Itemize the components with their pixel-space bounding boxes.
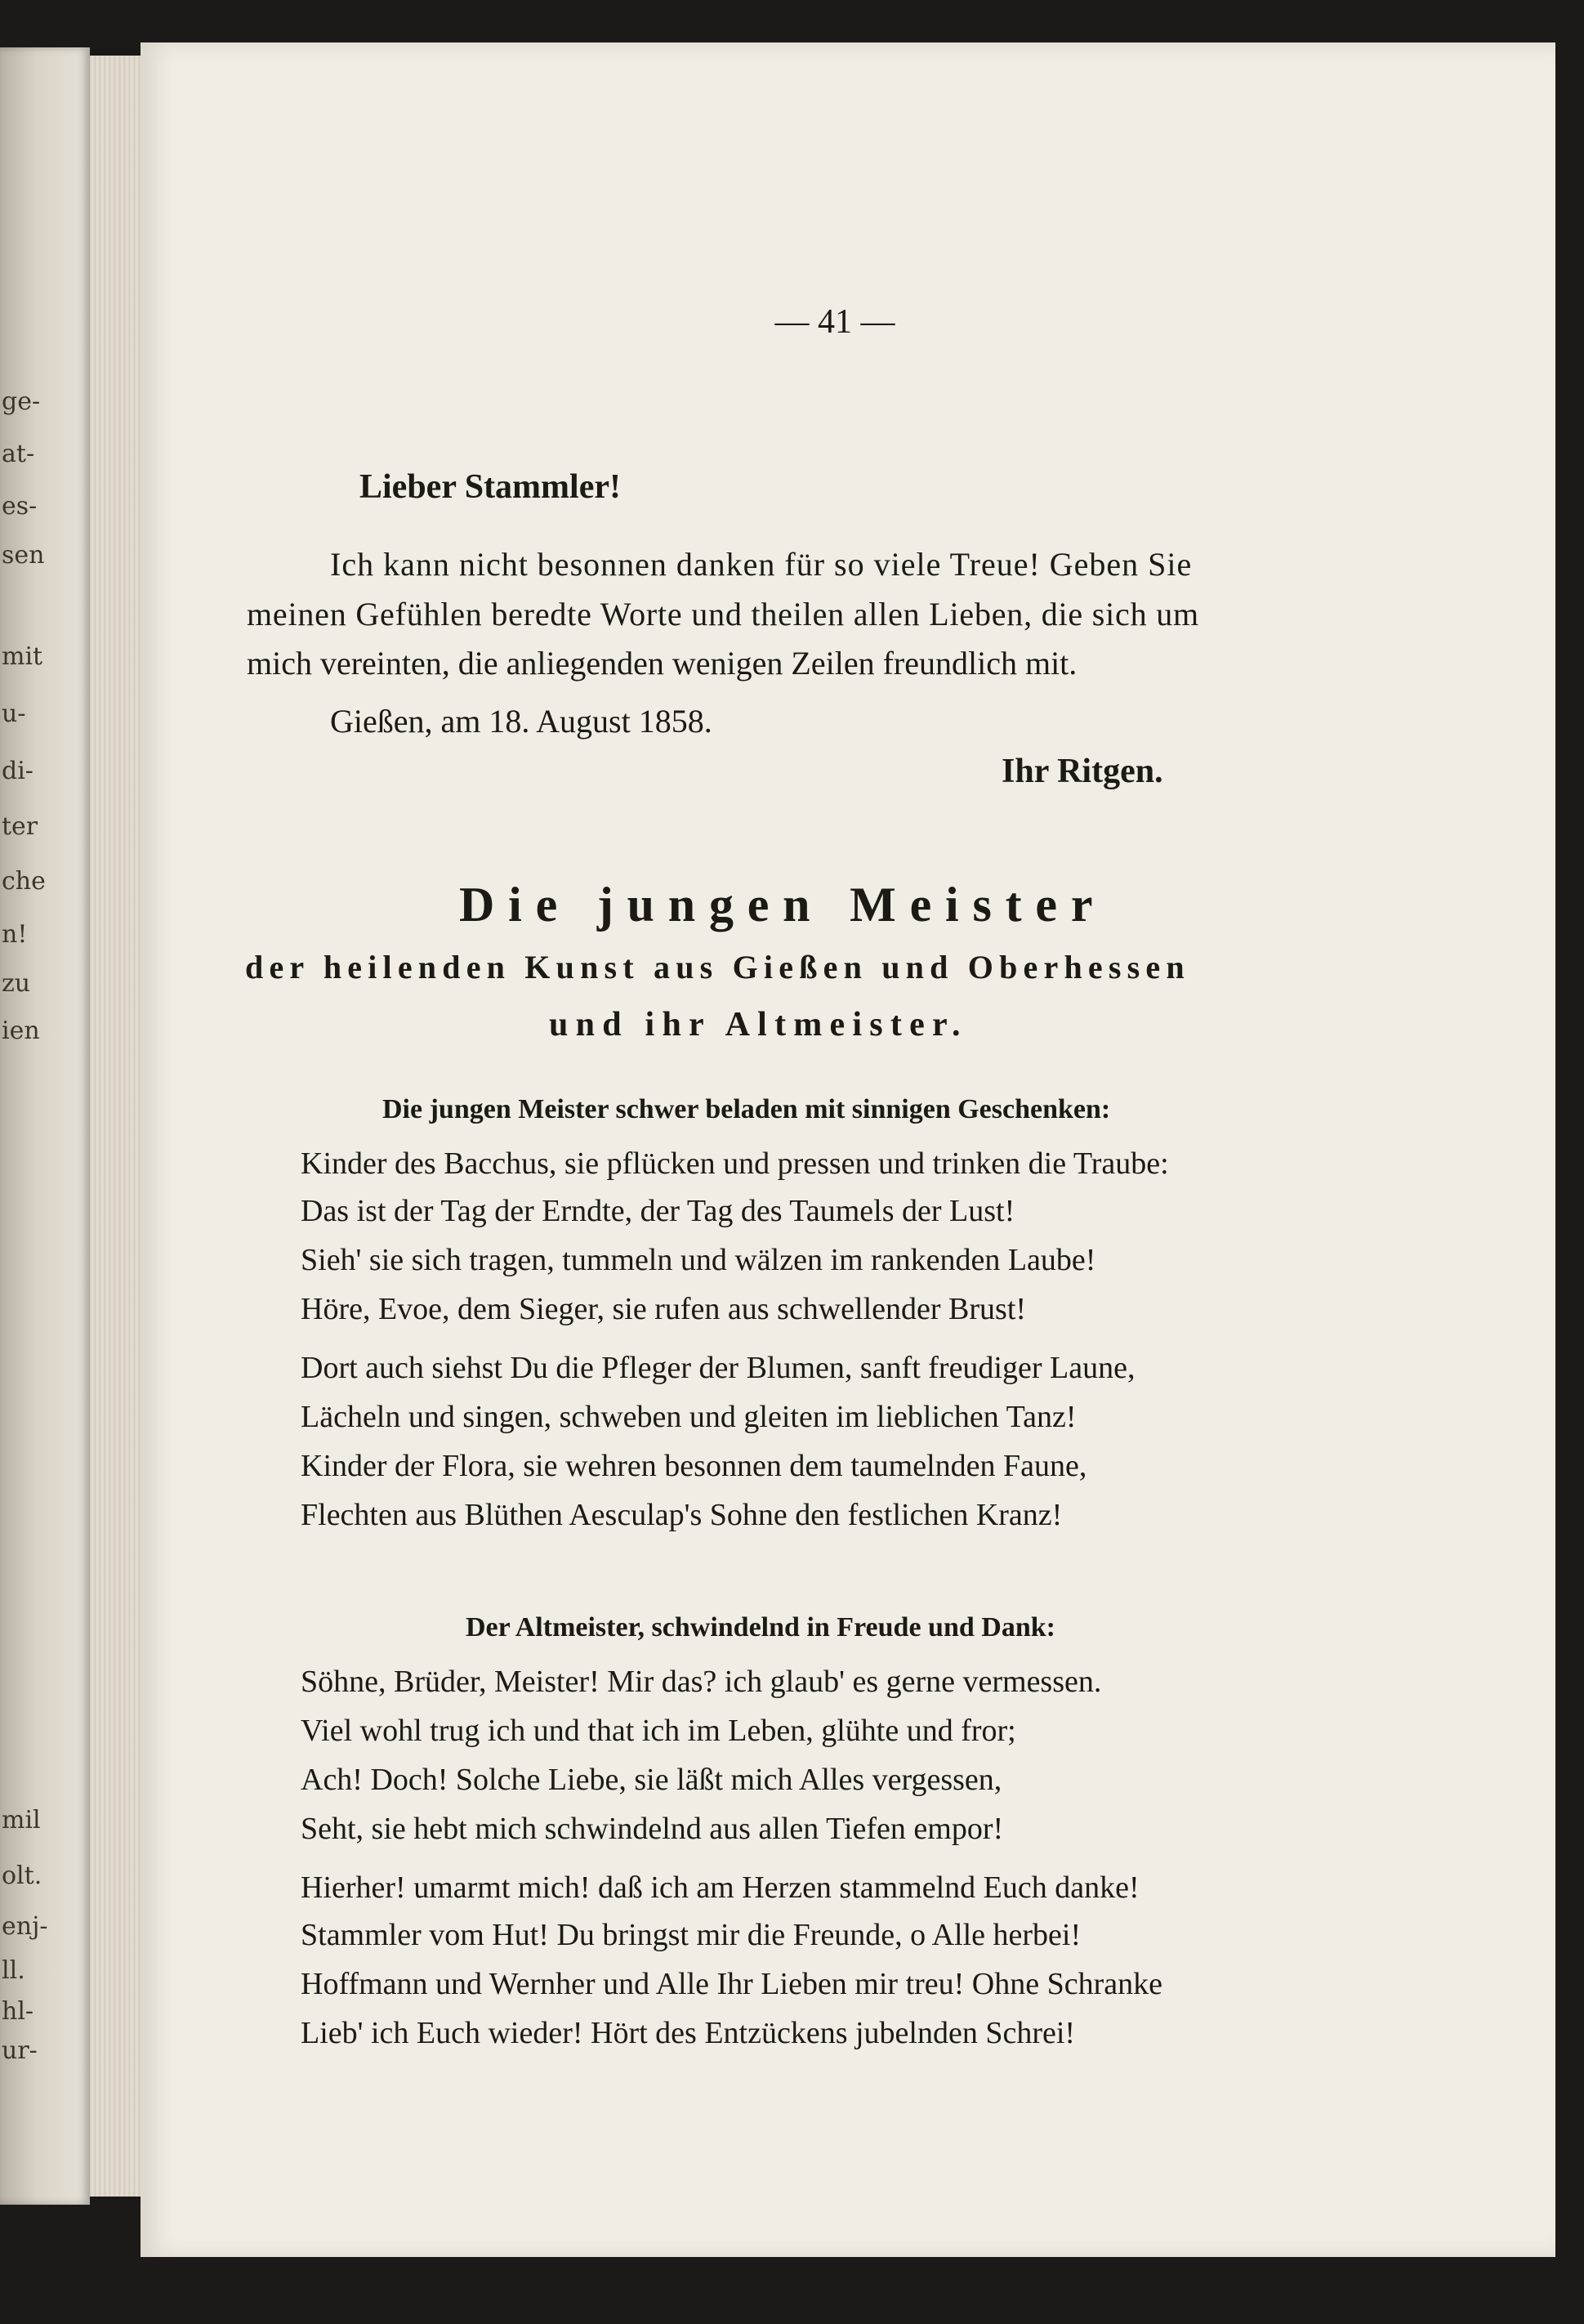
- verse-line: Flechten aus Blüthen Aesculap's Sohne den festlichen Kranz!: [301, 1498, 1063, 1532]
- signature: Ihr Ritgen.: [1002, 753, 1163, 790]
- verse-line: Kinder der Flora, sie wehren besonnen dem taumelnden Faune,: [301, 1449, 1087, 1483]
- verse-line: Sieh' sie sich tragen, tummeln und wälzen im rankenden Laube!: [301, 1243, 1096, 1277]
- page-stack-edge: [90, 56, 141, 2197]
- stanza-header: Die jungen Meister schwer beladen mit sinnigen Geschenken:: [382, 1094, 1111, 1124]
- margin-fragment: hl-: [2, 1997, 34, 2026]
- verse-line: Viel wohl trug ich und that ich im Leben, glühte und fror;: [301, 1714, 1016, 1748]
- margin-fragment: sen: [2, 541, 45, 570]
- letter-line: meinen Gefühlen beredte Worte und theilen allen Lieben, die sich um: [247, 596, 1199, 632]
- margin-fragment: ll.: [2, 1956, 25, 1985]
- margin-fragment: n!: [2, 920, 28, 949]
- verse-line: Seht, sie hebt mich schwindelnd aus allen Tiefen empor!: [301, 1812, 1004, 1846]
- page-number: — 41 —: [774, 303, 895, 341]
- place-date: Gießen, am 18. August 1858.: [330, 703, 712, 740]
- margin-fragment: ur-: [2, 2036, 38, 2065]
- verse-line: Söhne, Brüder, Meister! Mir das? ich glaub' es gerne vermessen.: [301, 1665, 1102, 1699]
- previous-page-edge: [0, 47, 90, 2205]
- verse-line: Das ist der Tag der Erndte, der Tag des Taumels der Lust!: [301, 1194, 1015, 1228]
- salutation: Lieber Stammler!: [359, 468, 621, 506]
- poem-title: Die jungen Meister: [459, 878, 1107, 932]
- margin-fragment: olt.: [2, 1861, 42, 1890]
- margin-fragment: es-: [2, 492, 38, 521]
- margin-fragment: zu: [2, 969, 31, 998]
- stanza-header: Der Altmeister, schwindelnd in Freude und Dank:: [466, 1612, 1055, 1642]
- margin-fragment: enj-: [2, 1912, 48, 1941]
- book-page: [141, 42, 1555, 2257]
- margin-fragment: at-: [2, 440, 35, 468]
- margin-fragment: ge-: [2, 387, 41, 416]
- verse-line: Höre, Evoe, dem Sieger, sie rufen aus schwellender Brust!: [301, 1292, 1027, 1326]
- verse-line: Lieb' ich Euch wieder! Hört des Entzückens jubelnden Schrei!: [301, 2016, 1076, 2050]
- margin-fragment: mit: [2, 642, 43, 671]
- verse-line: Stammler vom Hut! Du bringst mir die Freunde, o Alle herbei!: [301, 1918, 1082, 1952]
- margin-fragment: mil: [2, 1806, 41, 1835]
- verse-line: Kinder des Bacchus, sie pflücken und pressen und trinken die Traube:: [301, 1146, 1169, 1181]
- margin-fragment: ter: [2, 812, 38, 841]
- poem-subtitle: der heilenden Kunst aus Gießen und Oberhessen: [245, 949, 1190, 985]
- margin-fragment: u-: [2, 699, 26, 728]
- poem-subtitle: und ihr Altmeister.: [549, 1006, 968, 1044]
- margin-fragment: che: [2, 867, 46, 896]
- verse-line: Dort auch siehst Du die Pfleger der Blumen, sanft freudiger Laune,: [301, 1351, 1136, 1385]
- margin-fragment: di-: [2, 757, 33, 785]
- verse-line: Hoffmann und Wernher und Alle Ihr Lieben mir treu! Ohne Schranke: [301, 1967, 1163, 2001]
- letter-line: mich vereinten, die anliegenden wenigen Zeilen freundlich mit.: [247, 645, 1078, 682]
- verse-line: Ach! Doch! Solche Liebe, sie läßt mich Alles vergessen,: [301, 1763, 1002, 1797]
- margin-fragment: ien: [2, 1017, 40, 1045]
- verse-line: Hierher! umarmt mich! daß ich am Herzen stammelnd Euch danke!: [301, 1870, 1140, 1905]
- verse-line: Lächeln und singen, schweben und gleiten im lieblichen Tanz!: [301, 1400, 1077, 1434]
- letter-line: Ich kann nicht besonnen danken für so viele Treue! Geben Sie: [330, 546, 1193, 583]
